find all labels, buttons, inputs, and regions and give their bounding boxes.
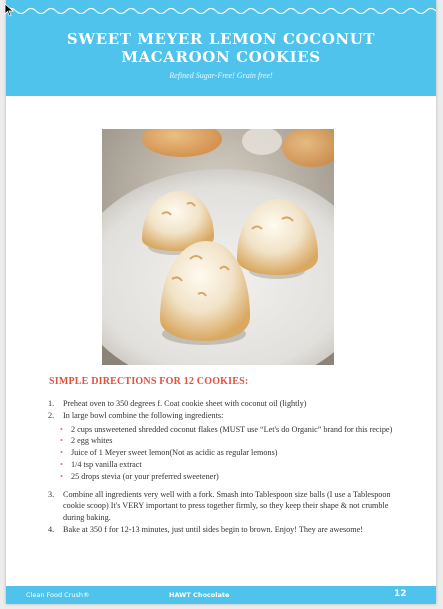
step-text: Bake at 350 f for 12-13 minutes, just until sides begin to brown. Enjoy! They are awesome!	[63, 524, 363, 534]
macaroon-cookies-photo	[102, 129, 334, 365]
direction-step	[46, 398, 408, 410]
direction-step	[46, 489, 408, 524]
recipe-page	[6, 0, 436, 604]
recipe-title	[6, 30, 436, 66]
step-number: 3.	[48, 489, 55, 499]
step-number: 2.	[48, 410, 55, 420]
recipe-title-line-1: SWEET MEYER LEMON COCONUT	[66, 30, 376, 48]
ingredient-text: 2 cups unsweetened shredded coconut flakes (MUST use “Let's do Organic” brand for this recipe)	[71, 424, 393, 434]
direction-step	[46, 410, 408, 422]
ingredient-text: Juice of 1 Meyer sweet lemon(Not as acidic as regular lemons)	[71, 448, 278, 458]
cookie-photo-illustration	[102, 129, 334, 365]
recipe-title-line-2: MACAROON COOKIES	[121, 48, 321, 66]
recipe-subtitle: Refined Sugar-Free! Grain free!	[169, 71, 273, 80]
page-footer	[6, 586, 436, 604]
ingredient-item	[46, 447, 408, 459]
bullet-icon: •	[60, 459, 63, 469]
ingredient-text: 2 egg whites	[71, 436, 113, 446]
ingredient-item	[46, 424, 408, 436]
page-number: 12	[394, 589, 407, 599]
direction-step	[46, 524, 408, 536]
bullet-icon: •	[60, 436, 63, 446]
step-text: Combine all ingredients very well with a fork. Smash into Tablespoon size balls (I use a Tablespoon cookie scoop) It's VERY important to press together firmly, so they keep their shape & not crumble during baking.	[63, 489, 391, 523]
footer-brand: Clean Food Crush®	[26, 591, 90, 599]
step-text: In large bowl combine the following ingredients:	[63, 410, 224, 420]
ingredient-item	[46, 435, 408, 447]
step-number: 1.	[48, 399, 55, 408]
bullet-icon: •	[60, 424, 63, 434]
mouse-cursor-icon	[4, 3, 16, 17]
directions-list	[46, 398, 408, 536]
step-number: 4.	[48, 524, 55, 534]
step-text: Preheat oven to 350 degrees f. Coat cookie sheet with coconut oil (lightly)	[63, 399, 307, 408]
ingredient-item	[46, 471, 408, 483]
bullet-icon: •	[60, 471, 63, 481]
page-header	[6, 0, 436, 96]
ingredient-text: 25 drops stevia (or your preferred sweetener)	[71, 471, 219, 481]
bullet-icon: •	[60, 448, 63, 458]
wave-border-decoration	[6, 6, 436, 16]
footer-section-title: HAWT Chocolate	[169, 591, 230, 599]
directions-heading: SIMPLE DIRECTIONS FOR 12 COOKIES:	[49, 376, 249, 387]
ingredients-list	[46, 424, 408, 483]
ingredient-item	[46, 459, 408, 471]
ingredient-text: 1/4 tsp vanilla extract	[71, 459, 142, 469]
